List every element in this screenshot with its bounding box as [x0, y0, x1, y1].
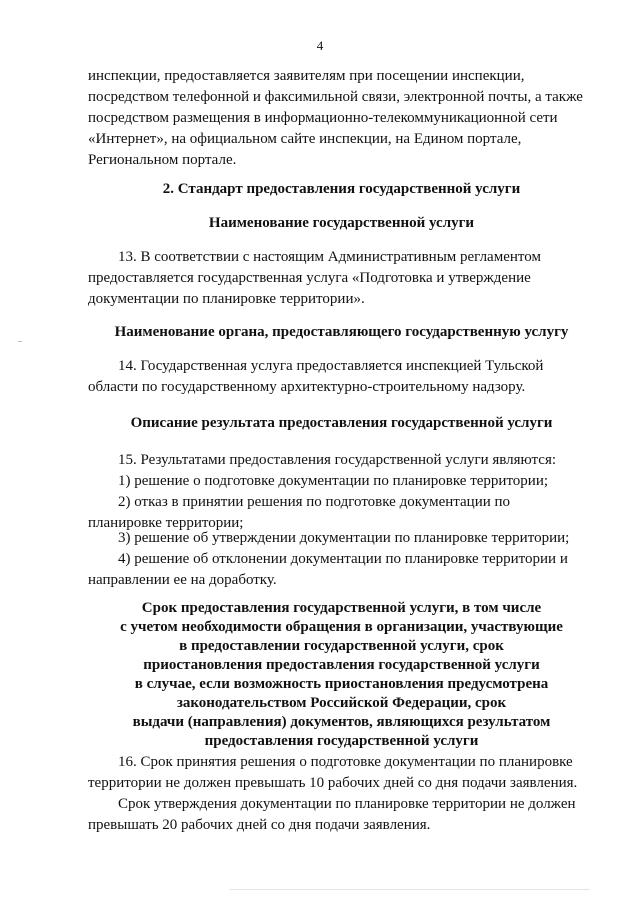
subheading-service-name: Наименование государственной услуги: [208, 215, 475, 231]
subheading-authority: Наименование органа, предоставляющего государственную услугу: [114, 324, 569, 340]
subheading-term: Срок предоставления государственной услуги, в том числе с учетом необходимости обращения в организации, участвующие в предоставлении государственной услуги, срок приостановления предоставления государственной услуги в случае, если возможность приостановления предусмотрена законодательством Российской Федерации, срок выдачи (направления) документов, являющихся результатом предоставления государственной услуги: [120, 600, 563, 749]
list-item: 3) решение об утверждении документации по планировке территории;: [118, 530, 570, 546]
paragraph-16-second: Срок утверждения документации по планировке территории не должен превышать 20 рабочих дней со дня подачи заявления.: [88, 796, 576, 833]
scan-mark: [18, 341, 22, 342]
list-item: 4) решение об отклонении документации по планировке территории и направлении ее на доработку.: [88, 551, 568, 588]
list-item: 2) отказ в принятии решения по подготовке документации по планировке территории;: [88, 494, 511, 531]
list-item: 1) решение о подготовке документации по планировке территории;: [118, 473, 549, 489]
paragraph-13: 13. В соответствии с настоящим Административным регламентом предоставляется государственная услуга «Подготовка и утверждение документации по планировке территории».: [88, 249, 541, 307]
paragraph-16: 16. Срок принятия решения о подготовке документации по планировке территории не должен превышать 10 рабочих дней со дня подачи заявления.: [88, 754, 578, 791]
subheading-result: Описание результата предоставления государственной услуги: [130, 415, 553, 431]
intro-paragraph: инспекции, предоставляется заявителям при посещении инспекции, посредством телефонной и факсимильной связи, электронной почты, а также посредством размещения в информационно-телекоммуникационной сети «Интернет», на официальном сайте инспекции, на Едином портале, Региональном портале.: [88, 68, 583, 168]
section-heading: 2. Стандарт предоставления государственной услуги: [162, 181, 521, 197]
paragraph-14: 14. Государственная услуга предоставляется инспекцией Тульской области по государственному архитектурно-строительному надзору.: [88, 358, 544, 395]
page-number: 4: [316, 38, 324, 53]
paragraph-15-intro: 15. Результатами предоставления государственной услуги являются:: [118, 452, 557, 468]
scan-edge-line: [230, 889, 590, 890]
